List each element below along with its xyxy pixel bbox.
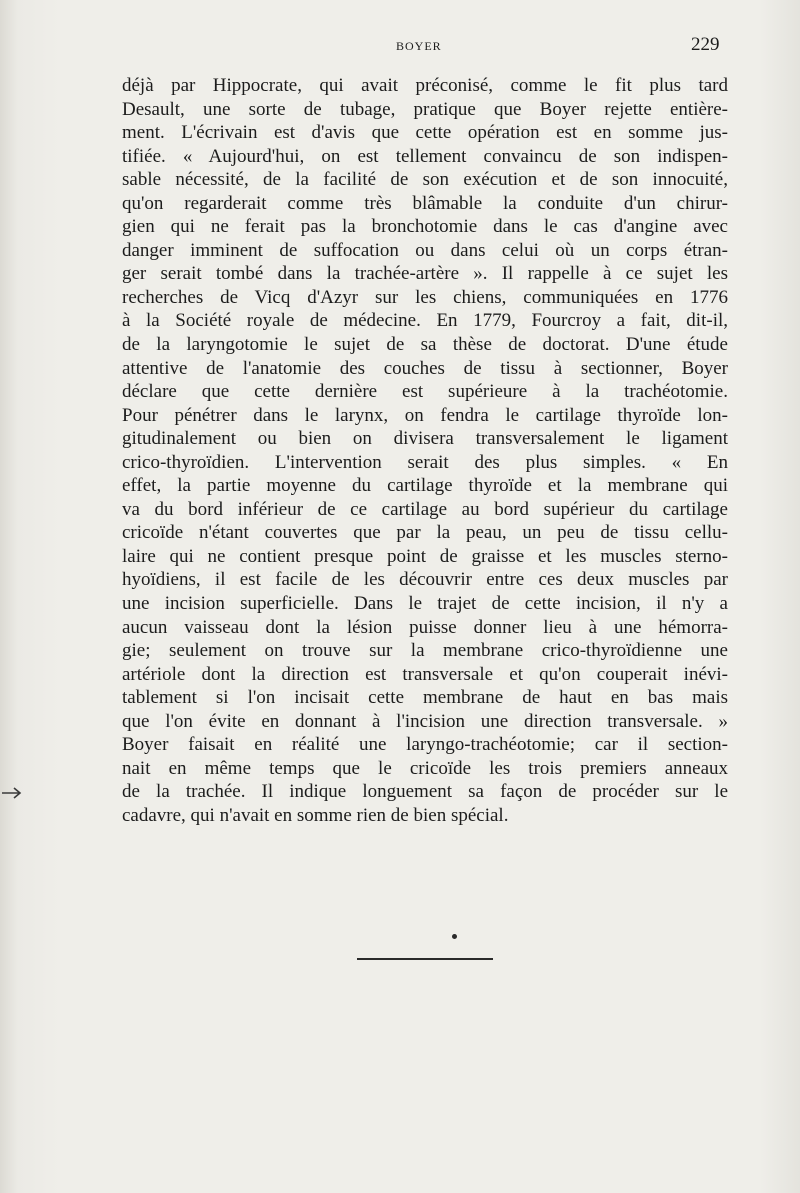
text-line: qu'on regarderait comme très blâmable la conduite d'un chirur- [122, 192, 728, 214]
text-line: effet, la partie moyenne du cartilage thyroïde et la membrane qui [122, 475, 728, 497]
text-line: crico-thyroïdien. L'intervention serait des plus simples. « En [122, 451, 728, 473]
text-line: à la Société royale de médecine. En 1779, Fourcroy a fait, dit-il, [122, 310, 728, 332]
page-number: 229 [691, 34, 720, 55]
text-line: cricoïde n'étant couvertes que par la peau, un peu de tissu cellu- [122, 522, 728, 544]
text-line: danger imminent de suffocation ou dans celui où un corps étran- [122, 239, 728, 261]
text-line: ment. L'écrivain est d'avis que cette opération est en somme jus- [122, 122, 728, 144]
running-head [0, 34, 800, 58]
text-line: ger serait tombé dans la trachée-artère ». Il rappelle à ce sujet les [122, 263, 728, 285]
text-line: gitudinalement ou bien on divisera transversalement le ligament [122, 428, 728, 450]
running-title: BOYER [396, 39, 442, 53]
text-line: Boyer faisait en réalité une laryngo-trachéotomie; car il section- [122, 734, 728, 756]
text-line: tablement si l'on incisait cette membrane de haut en bas mais [122, 687, 728, 709]
text-line: sable nécessité, de la facilité de son exécution et de son innocuité, [122, 169, 728, 191]
text-line: une incision superficielle. Dans le trajet de cette incision, il n'y a [122, 593, 728, 615]
text-line: nait en même temps que le cricoïde les trois premiers anneaux [122, 757, 728, 779]
text-line: recherches de Vicq d'Azyr sur les chiens, communiquées en 1776 [122, 286, 728, 308]
text-line: tifiée. « Aujourd'hui, on est tellement convaincu de son indispen- [122, 145, 728, 167]
text-line: Desault, une sorte de tubage, pratique que Boyer rejette entière- [122, 98, 728, 120]
text-line: de la laryngotomie le sujet de sa thèse de doctorat. D'une étude [122, 334, 728, 356]
margin-mark-icon [2, 786, 30, 800]
text-line: de la trachée. Il indique longuement sa façon de procéder sur le [122, 781, 728, 803]
ornament-dot [452, 934, 457, 939]
text-line: aucun vaisseau dont la lésion puisse donner lieu à une hémorra- [122, 616, 728, 638]
text-line: artériole dont la direction est transversale et qu'on couperait inévi- [122, 663, 728, 685]
text-line: attentive de l'anatomie des couches de tissu à sectionner, Boyer [122, 357, 728, 379]
text-line: gie; seulement on trouve sur la membrane crico-thyroïdienne une [122, 640, 728, 662]
section-end-rule [357, 958, 493, 960]
text-line: gien qui ne ferait pas la bronchotomie dans le cas d'angine avec [122, 216, 728, 238]
text-line: laire qui ne contient presque point de graisse et les muscles sterno- [122, 545, 728, 567]
text-line: hyoïdiens, il est facile de les découvrir entre ces deux muscles par [122, 569, 728, 591]
text-line: déclare que cette dernière est supérieure à la trachéotomie. [122, 381, 728, 403]
body-text [122, 74, 728, 828]
text-line: déjà par Hippocrate, qui avait préconisé, comme le fit plus tard [122, 75, 728, 96]
text-line: va du bord inférieur de ce cartilage au bord supérieur du cartilage [122, 498, 728, 520]
text-line: que l'on évite en donnant à l'incision une direction transversale. » [122, 710, 728, 732]
text-line-last: cadavre, qui n'avait en somme rien de bien spécial. [122, 804, 509, 826]
text-line: Pour pénétrer dans le larynx, on fendra le cartilage thyroïde lon- [122, 404, 728, 426]
